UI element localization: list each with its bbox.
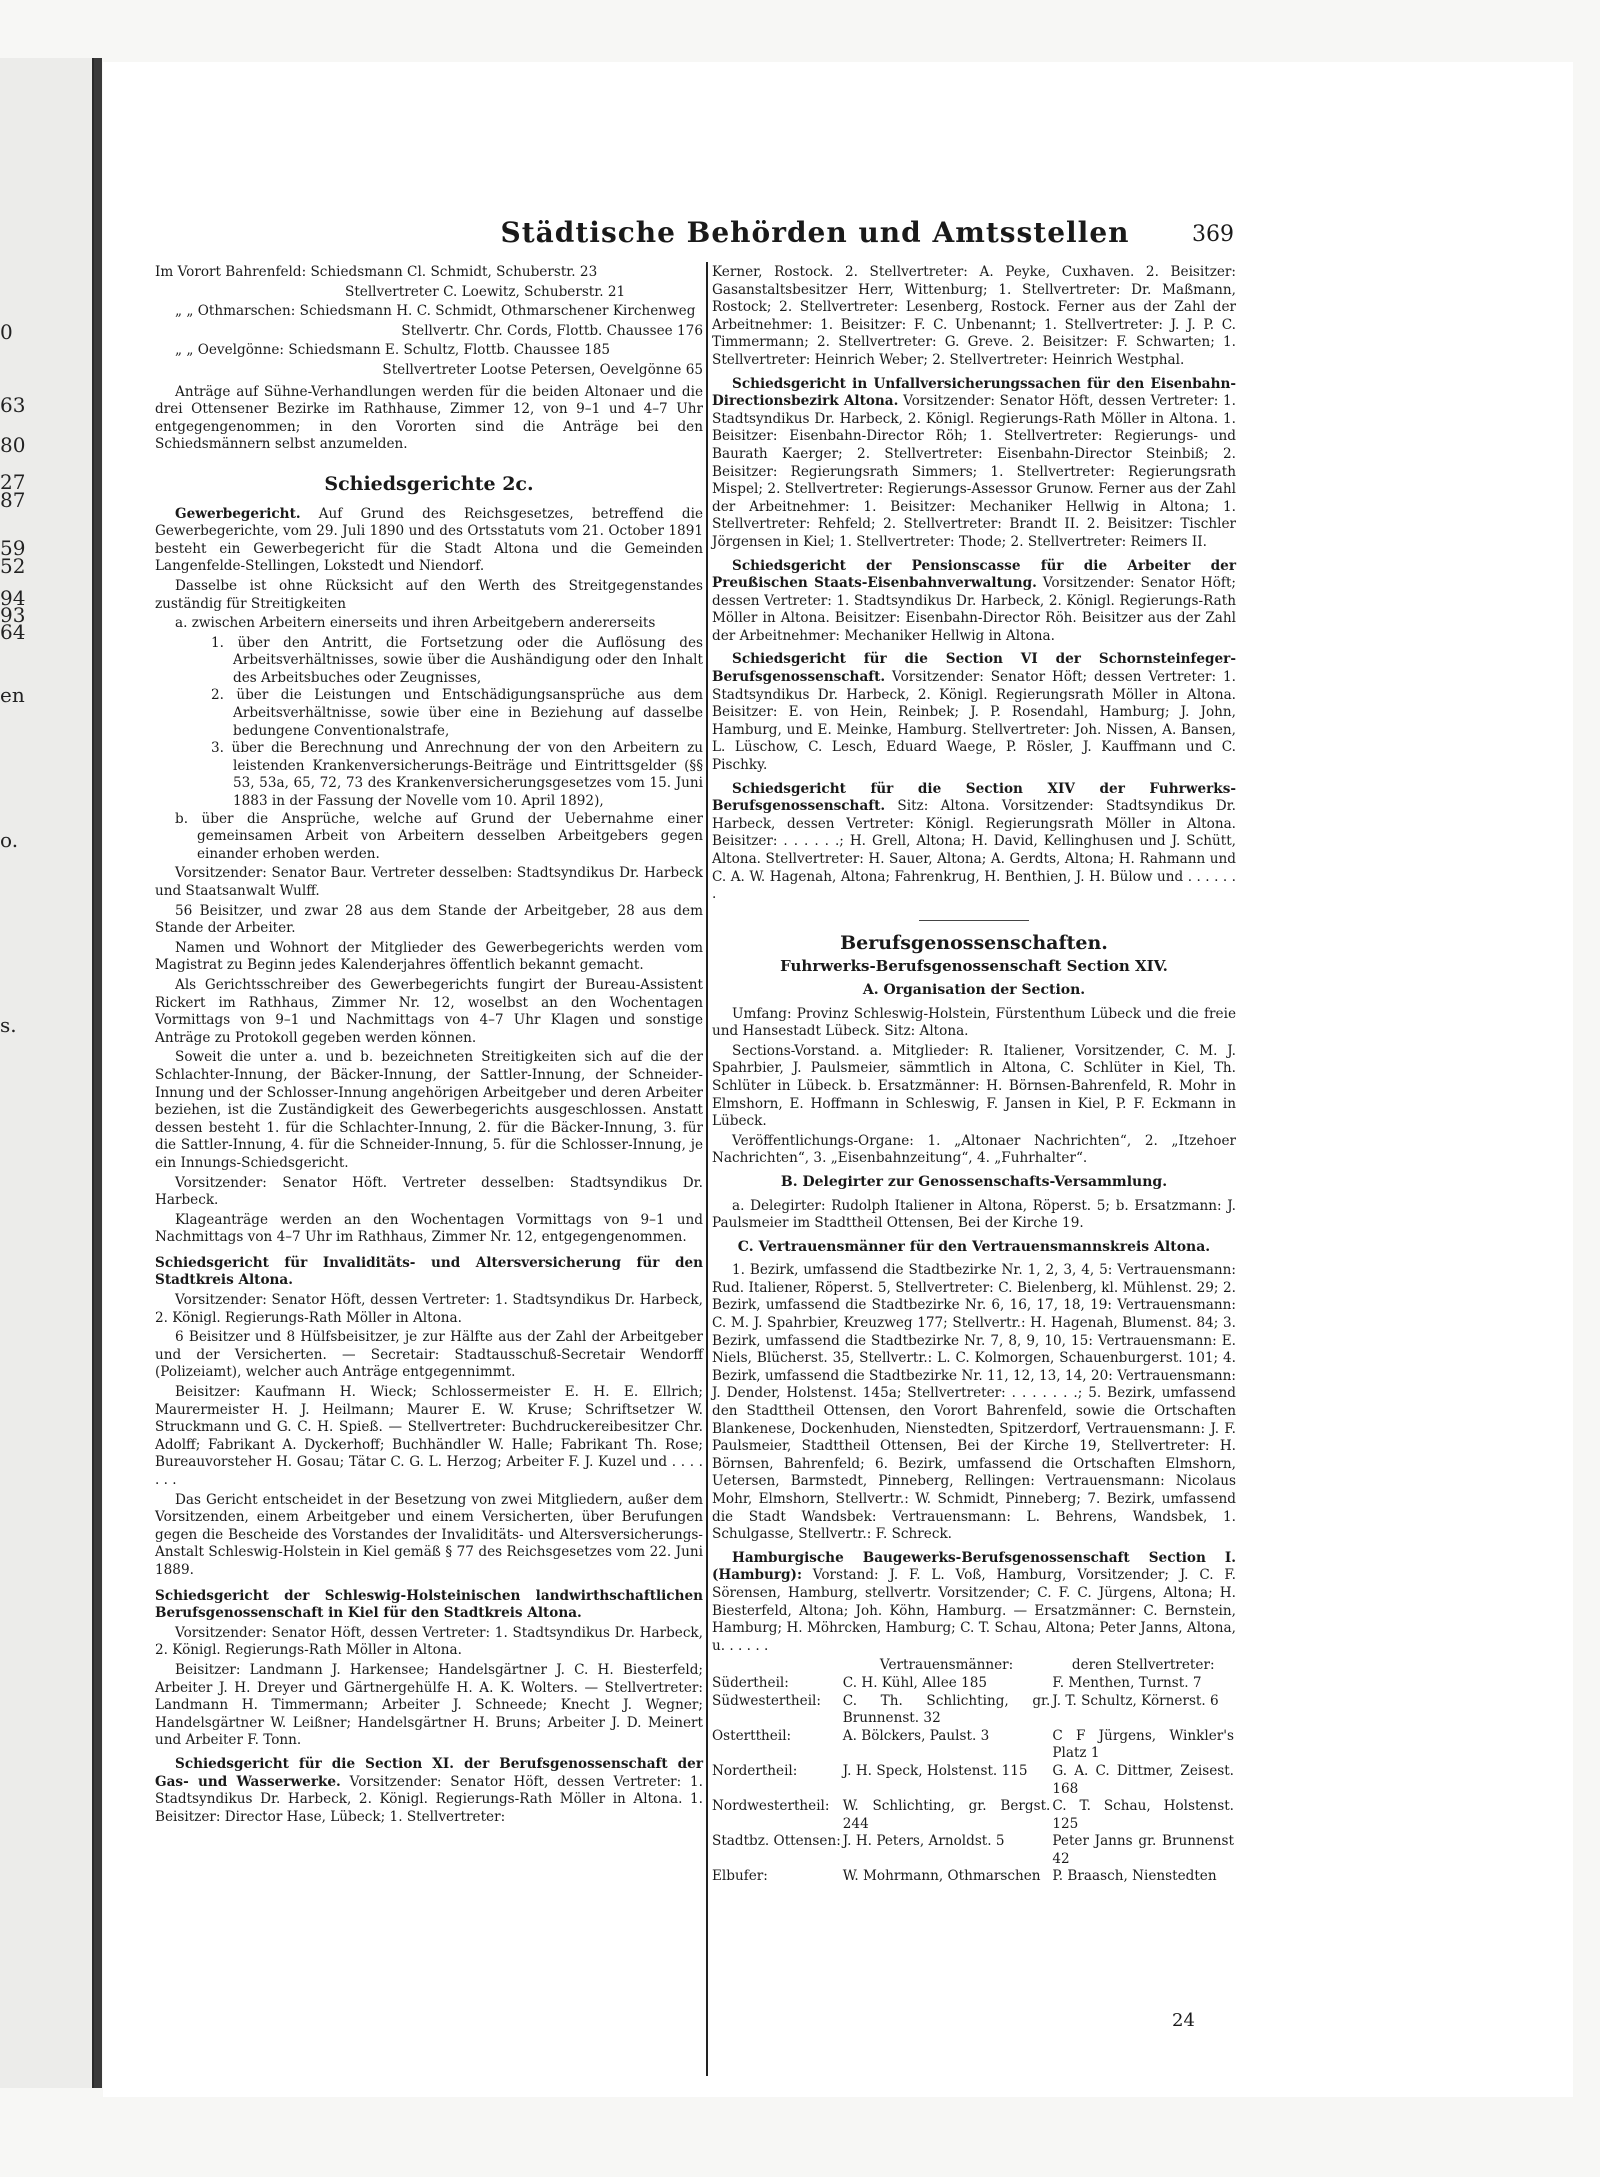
subsection-heading: Hamburgische Baugewerks-Berufsgenossenschaft Section I. (Hamburg): [712,1549,1236,1584]
paragraph: Beisitzer: Kaufmann H. Wieck; Schlossermeister E. H. E. Ellrich; Maurermeister H. J. Heilmann; Maurer E. W. Kruse; Schriftsetzer W. Struckmann und G. C. H. Spieß. — Stellvertreter: Buchdruckereibesitzer Chr. Adolff; Fabrikant A. Dyckerhoff; Buchhändler W. Halle; Fabrikant Th. Rose; Bureauvorsteher H. Gosau; Tätar C. G. L. Herzog; Arbeiter F. J. Kuzel und . . . . . . . [155,1384,703,1488]
intro-line: „ „ Othmarschen: Schiedsmann H. C. Schmidt, Othmarschener Kirchenweg [175,303,696,320]
paragraph: Veröffentlichungs-Organe: 1. „Altonaer Nachrichten“, 2. „Itzehoer Nachrichten“, 3. „Eisenbahnzeitung“, 4. „Fuhrhalter“. [712,1132,1236,1167]
list-intro: a. zwischen Arbeitern einerseits und ihren Arbeitgebern andererseits [175,615,656,632]
subsection-heading: Schiedsgericht für die Section XI. der Berufsgenossenschaft der Gas- und Wasserwerke. [155,1755,703,1790]
paragraph: Vorsitzender: Senator Höft, dessen Vertreter: 1. Stadtsyndikus Dr. Harbeck, 2. Königl. Regierungs-Rath Möller in Altona. [155,1624,703,1659]
paragraph: Soweit die unter a. und b. bezeichneten Streitigkeiten sich auf die der Schlachter-Innung, der Bäcker-Innung, der Sattler-Innung, der Schneider-Innung und der Schlosser-Innung angehörigen Arbeitgeber und deren Arbeiter beziehen, ist die Zuständigkeit des Gewerbegerichts ausgeschlossen. Anstatt dessen besteht 1. für die Schlachter-Innung, 2. für die Bäcker-Innung, 3. für die Sattler-Innung, 4. für die Schneider-Innung, 5. für die Schlosser-Innung, je ein Innungs-Schiedsgericht. [155,1049,703,1171]
running-header: Städtische Behörden und Amtsstellen [500,216,1130,249]
numbered-list [155,635,703,811]
list-item: 2. über die Leistungen und Entschädigungsansprüche aus dem Arbeitsverhältnisse, sowie über eine in Beziehung auf dasselbe bedungene Conventionalstrafe, [211,687,703,739]
margin-fragment: o. [0,828,19,852]
margin-fragment: 80 [0,433,26,457]
vertrauensmaenner-table [712,1657,1236,1886]
paragraph: Namen und Wohnort der Mitglieder des Gewerbegerichts werden vom Magistrat zu Beginn jedes Kalenderjahres öffentlich bekannt gemacht. [155,939,703,974]
table-header-row [712,1657,1236,1675]
paragraph: Vorsitzender: Senator Baur. Vertreter desselben: Stadtsyndikus Dr. Harbeck und Staatsanwalt Wulff. [155,865,703,899]
subsection-heading: Schiedsgericht für die Section VI der Schornsteinfeger-Berufsgenossenschaft. [712,651,1236,686]
paragraph: a. Delegirter: Rudolph Italiener in Altona, Röperst. 5; b. Ersatzmann: J. Paulsmeier im Stadttheil Ottensen, Bei der Kirche 19. [712,1197,1236,1232]
pension-paragraph: Schiedsgericht der Pensionscasse für die Arbeiter der Preußischen Staats-Eisenbahnverwaltung. Vorsitzender: Senator Höft; dessen Vertreter: 1. Stadtsyndikus Dr. Harbeck, 2. Königl. Regierungs-Rath Möller in Altona. Beisitzer: Eisenbahn-Director Röh. Beisitzer aus der Zahl der Arbeitnehmer: Mechaniker Hellwig in Altona. [712,557,1236,644]
table-cell: Nordwestertheil: [712,1798,830,1815]
left-column [155,264,703,1828]
paragraph: Beisitzer: Landmann J. Harkensee; Handelsgärtner J. C. H. Biesterfeld; Arbeiter J. H. Dreyer und Gärtnergehülfe H. A. K. Wolters. — Stellvertreter: Landmann H. Timmermann; Arbeiter J. Schneede; Knecht J. Wegner; Handelsgärtner W. Leißner; Handelsgärtner H. Bruns; Arbeiter J. D. Meinert und Arbeiter F. Tonn. [155,1661,703,1749]
margin-fragment: 59 [0,536,26,560]
table-cell: C F Jürgens, Winkler's Platz 1 [1052,1727,1234,1762]
table-cell [712,1657,843,1675]
paragraph: Umfang: Provinz Schleswig-Holstein, Fürstenthum Lübeck und die freie und Hansestadt Lübeck. Sitz: Altona. [712,1005,1236,1040]
table-cell: Stadtbz. Ottensen: [712,1833,841,1850]
margin-fragment: 64 [0,620,26,644]
section-title: Schiedsgerichte 2c. [324,472,534,495]
paragraph: Kerner, Rostock. 2. Stellvertreter: A. Peyke, Cuxhaven. 2. Beisitzer: Gasanstaltsbesitzer Herr, Wittenburg; 1. Stellvertreter: Dr. Maßmann, Rostock; 2. Stellvertreter: Lesenberg, Rostock. Ferner aus der Zahl der Arbeitnehmer: 1. Beisitzer: F. C. Unbenannt; 1. Stellvertreter: J. J. P. C. Timmermann; 2. Stellvertreter: G. Greve. 2. Beisitzer: F. Schwarten; 1. Stellvertreter: Heinrich Weber; 2. Stellvertreter: Heinrich Westphal. [712,264,1236,368]
fuhr-paragraph: Schiedsgericht für die Section XIV der Fuhrwerks-Berufsgenossenschaft. Sitz: Altona. Vorsitzender: Stadtsyndikus Dr. Harbeck, dessen Vertreter: Königl. Regierungsrath Möller in Altona. Beisitzer: . . . . . .; H. Grell, Altona; H. David, Kellinghusen und J. Schütt, Altona. Stellvertreter: H. Sauer, Altona; A. Gerdts, Altona; H. Rahmann und C. A. W. Hagenah, Altona; Fahrenkrug, H. Benthien, J. H. Bülow und . . . . . . . [712,780,1236,903]
table-cell: J. H. Peters, Arnoldst. 5 [842,1833,1005,1850]
paragraph: 56 Beisitzer, und zwar 28 aus dem Stande der Arbeitgeber, 28 aus dem Stande der Arbeiter. [155,902,703,937]
subsection-heading: Schiedsgericht in Unfallversicherungssachen für den Eisenbahn-Directionsbezirk Altona. [712,375,1236,410]
margin-fragment: en [0,683,25,707]
section-title: Berufsgenossenschaften. [840,931,1108,954]
subsection-title: Fuhrwerks-Berufsgenossenschaft Section XIV. [780,957,1168,976]
intro-line: „ „ Oevelgönne: Schiedsmann E. Schultz, Flottb. Chaussee 185 [175,342,611,359]
paragraph: Als Gerichtsschreiber des Gewerbegerichts fungirt der Bureau-Assistent Rickert im Rathhaus, Zimmer Nr. 12, woselbst an den Wochentagen Vormittags von 9–1 und Nachmittags von 4–7 Uhr Klagen und sonstige Anträge zu Protokoll gegeben werden können. [155,976,703,1046]
paragraph: Sections-Vorstand. a. Mitglieder: R. Italiener, Vorsitzender, C. M. J. Spahrbier, J. Paulsmeier, sämmtlich in Altona, C. Schlüter in Kiel, Th. Schlüter in Lübeck. b. Ersatzmänner: H. Börnsen-Bahrenfeld, R. Mohr in Elmshorn, E. Hoffmann in Schleswig, F. Jansen in Kiel, P. F. Eckmann in Lübeck. [712,1042,1236,1130]
table-cell: C. T. Schau, Holstenst. 125 [1052,1798,1234,1832]
margin-fragment: s. [0,1013,17,1037]
table-cell: J. T. Schultz, Körnerst. 6 [1052,1692,1219,1709]
table-cell: Osterttheil: [712,1727,792,1744]
table-cell: A. Bölckers, Paulst. 3 [842,1727,990,1744]
table-row [712,1693,1236,1728]
table-row [712,1868,1236,1886]
paragraph: Klageanträge werden an den Wochentagen Vormittags von 9–1 und Nachmittags von 4–7 Uhr im Rathhaus, Zimmer Nr. 12, entgegengenommen. [155,1211,703,1246]
margin-fragment: 0 [0,320,13,344]
table-cell: G. A. C. Dittmer, Zeisest. 168 [1052,1762,1234,1797]
margin-fragment: 63 [0,393,26,417]
page-number: 369 [1192,222,1234,247]
intro-line: Stellvertr. Chr. Cords, Flottb. Chaussee 176 [401,322,703,339]
margin-fragment: 93 [0,603,26,627]
subsection-title: B. Delegirter zur Genossenschafts-Versammlung. [780,1173,1168,1190]
book-gutter [94,58,102,2088]
table-row [712,1798,1236,1833]
unfall-paragraph: Schiedsgericht in Unfallversicherungssachen für den Eisenbahn-Directionsbezirk Altona. Vorsitzender: Senator Höft, dessen Vertreter: 1. Stadtsyndikus Dr. Harbeck, 2. Königl. Regierungs-Rath Möller in Altona. 1. Beisitzer: Eisenbahn-Director Röh; 1. Stellvertreter: Regierungs- und Baurath Kaerger; 2. Stellvertreter: Eisenbahn-Director Steinbiß; 2. Beisitzer: Regierungsrath Simmers; 1. Stellvertreter: Regierungsrath Mispel; 2. Stellvertreter: Regierungs-Assessor Grunow. Ferner aus der Zahl der Arbeitnehmer: 1. Beisitzer: Mechaniker Hellwig in Altona; 1. Stellvertreter: Rehfeld; 2. Stellvertreter: Brandt II. 2. Beisitzer: Tischler Jörgensen in Kiel; 1. Stellvertreter: Thode; 2. Stellvertreter: Reimers II. [712,375,1236,550]
paragraph: Vorsitzender: Senator Höft, dessen Vertreter: 1. Stadtsyndikus Dr. Harbeck, 2. Königl. Regierungs-Rath Möller in Altona. [155,1292,703,1326]
schiedsmann-list [155,264,703,380]
section-rule [919,920,1029,921]
adjacent-page-edge [0,58,95,2088]
gewerbe-heading: Gewerbegericht. [175,505,301,522]
table-header: Vertrauensmänner: [879,1657,1014,1674]
table-cell: C. H. Kühl, Allee 185 [842,1674,988,1691]
right-column [712,264,1236,1886]
margin-fragment: 87 [0,488,26,512]
table-cell: W. Schlichting, gr. Bergst. 244 [842,1798,1051,1832]
signature-number: 24 [1172,2010,1195,2031]
paragraph: Vorsitzender: Senator Höft. Vertreter desselben: Stadtsyndikus Dr. Harbeck. [155,1174,703,1209]
table-row [712,1675,1236,1693]
subsection-title: A. Organisation der Section. [862,981,1086,998]
table-header: deren Stellvertreter: [1071,1657,1215,1674]
subsection-heading: Schiedsgericht der Pensionscasse für die Arbeiter der Preußischen Staats-Eisenbahnverwaltung. [712,557,1236,592]
intro-line: Stellvertreter C. Loewitz, Schuberstr. 21 [345,283,626,300]
table-cell: Südertheil: [712,1674,789,1691]
paragraph: Das Gericht entscheidet in der Besetzung von zwei Mitgliedern, außer dem Vorsitzenden, einem Arbeitgeber und einem Versicherten, über Berufungen gegen die Bescheide des Vorstandes der Invaliditäts- und Altersversicherungs-Anstalt Schleswig-Holstein in Kiel gemäß § 77 des Reichsgesetzes vom 22. Juni 1889. [155,1491,703,1578]
subsection-heading: Schiedsgericht der Schleswig-Holsteinischen landwirthschaftlichen Berufsgenossenschaft in Kiel für den Stadtkreis Altona. [155,1587,703,1622]
table-row [712,1763,1236,1798]
paragraph: Dasselbe ist ohne Rücksicht auf den Werth des Streitgegenstandes zuständig für Streitigkeiten [155,577,703,612]
table-row [712,1833,1236,1868]
table-cell: P. Braasch, Nienstedten [1052,1868,1217,1885]
column-divider [706,262,708,2076]
hamb-paragraph: Hamburgische Baugewerks-Berufsgenossenschaft Section I. (Hamburg): Vorstand: J. F. L. Voß, Hamburg, Vorsitzender; J. C. F. Sörensen, Hamburg, stellvertr. Vorsitzender; C. F. C. Jürgens, Altona; H. Biesterfeld, Altona; Joh. Köhn, Hamburg. — Ersatzmänner: C. Bernstein, Hamburg; H. Möhrcken, Hamburg; C. T. Schau, Altona; Peter Janns, Altona, u. . . . . . [712,1549,1236,1654]
gewerbe-paragraph: Gewerbegericht. Auf Grund des Reichsgesetzes, betreffend die Gewerbegerichte, vom 29. Juli 1890 und des Ortsstatuts vom 21. October 1891 besteht ein Gewerbegericht für die Stadt Altona und die Gemeinden Langenfelde-Stellingen, Lokstedt und Niendorf. [155,505,703,575]
intro-paragraph: Anträge auf Sühne-Verhandlungen werden für die beiden Altonaer und die drei Ottensener Bezirke im Rathhause, Zimmer 12, von 9–1 und 4–7 Uhr entgegengenommen; in den Vororten sind die Anträge bei den Schiedsmännern selbst anzumelden. [155,383,703,453]
subsection-heading: Schiedsgericht für Invaliditäts- und Altersversicherung für den Stadtkreis Altona. [155,1254,703,1289]
table-cell: C. Th. Schlichting, gr. Brunnenst. 32 [842,1692,1051,1727]
table-row [712,1728,1236,1763]
intro-line: Im Vorort Bahrenfeld: Schiedsmann Cl. Schmidt, Schuberstr. 23 [155,264,598,280]
schorn-paragraph: Schiedsgericht für die Section VI der Schornsteinfeger-Berufsgenossenschaft. Vorsitzender: Senator Höft; dessen Vertreter: 1. Stadtsyndikus Dr. Harbeck, 2. Königl. Regierungsrath Möller in Altona. Beisitzer: E. von Hein, Reinbek; J. P. Rosendahl, Hamburg; J. John, Hamburg, und E. Meinke, Hamburg. Stellvertreter: Joh. Nissen, A. Bansen, L. Lüschow, C. Lesch, Eduard Waege, P. Rösler, J. Kauffmann und C. Pischky. [712,651,1236,774]
table-cell: Südwestertheil: [712,1692,821,1709]
list-item: 3. über die Berechnung und Anrechnung der von den Arbeitern zu leistenden Krankenversicherungs-Beiträge und Eintrittsgelder (§§ 53, 53a, 65, 72, 73 des Krankenversicherungsgesetzes vom 15. Juni 1883 in der Fassung der Novelle vom 10. April 1892), [211,740,703,810]
subsection-heading: Schiedsgericht für die Section XIV der Fuhrwerks-Berufsgenossenschaft. [712,780,1236,815]
table-cell: J. H. Speck, Holstenst. 115 [842,1762,1028,1779]
margin-fragment: 52 [0,554,26,578]
subsection-title: C. Vertrauensmänner für den Vertrauensmannskreis Altona. [737,1238,1211,1255]
list-intro: b. über die Ansprüche, welche auf Grund der Uebernahme einer gemeinsamen Arbeit von Arbeitern desselben Arbeitgebers gegen einander erhoben werden. [175,810,703,862]
gas-paragraph: Schiedsgericht für die Section XI. der Berufsgenossenschaft der Gas- und Wasserwerke. Vorsitzender: Senator Höft, dessen Vertreter: 1. Stadtsyndikus Dr. Harbeck, 2. Königl. Regierungs-Rath Möller in Altona. 1. Beisitzer: Director Hase, Lübeck; 1. Stellvertreter: [155,1755,703,1825]
table-cell: Elbufer: [712,1868,768,1885]
margin-fragment: 94 [0,586,26,610]
table-cell: Nordertheil: [712,1762,798,1779]
paragraph: 1. Bezirk, umfassend die Stadtbezirke Nr. 1, 2, 3, 4, 5: Vertrauensmann: Rud. Italiener, Röperst. 5, Stellvertreter: C. Bielenberg, kl. Mühlenst. 29; 2. Bezirk, umfassend die Stadtbezirke Nr. 6, 16, 17, 18, 19: Vertrauensmann: C. M. J. Spahrbier, Kreuzweg 177; Stellvertr.: H. Hagenah, Blumenst. 84; 3. Bezirk, umfassend die Stadtbezirke Nr. 7, 8, 9, 10, 15: Vertrauensmann: E. Niels, Blücherst. 35, Stellvertr.: L. C. Kolmorgen, Schauenburgerst. 101; 4. Bezirk, umfassend die Stadtbezirke Nr. 11, 12, 13, 14, 20: Vertrauensmann: J. Dender, Holstenst. 145a; Stellvertreter: . . . . . . .; 5. Bezirk, umfassend den Stadttheil Ottensen, den Vorort Bahrenfeld, sowie die Ortschaften Blankenese, Dockenhuden, Nienstedten, Spitzerdorf, Vertrauensmann: J. F. Paulsmeier, Stadttheil Ottensen, Bei der Kirche 19, Stellvertreter: H. Börnsen, Bahrenfeld; 6. Bezirk, umfassend die Ortschaften Elmshorn, Uetersen, Barmstedt, Pinneberg, Rellingen: Vertrauensmann: Nicolaus Mohr, Elmshorn, Stellvertr.: W. Schmidt, Pinneberg; 7. Bezirk, umfassend die Stadt Wandsbek: Vertrauensmann: L. Behrens, Wandsbek, 1. Schulgasse, Stellvertr.: F. Schreck. [712,1262,1236,1543]
table-cell: Peter Janns gr. Brunnenst 42 [1052,1833,1234,1867]
margin-fragment: 27 [0,470,26,494]
intro-line: Stellvertreter Lootse Petersen, Oevelgönne 65 [382,361,703,378]
list-item: 1. über den Antritt, die Fortsetzung oder die Auflösung des Arbeitsverhältnisses, sowie über die Aushändigung oder den Inhalt des Arbeitsbuches oder Zeugnisses, [211,634,703,686]
table-cell: W. Mohrmann, Othmarschen [842,1868,1041,1885]
paragraph: 6 Beisitzer und 8 Hülfsbeisitzer, je zur Hälfte aus der Zahl der Arbeitgeber und der Versicherten. — Secretair: Stadtausschuß-Secretair Wendorff (Polizeiamt), welcher auch Anträge entgegennimmt. [155,1329,703,1381]
table-cell: F. Menthen, Turnst. 7 [1052,1674,1202,1691]
